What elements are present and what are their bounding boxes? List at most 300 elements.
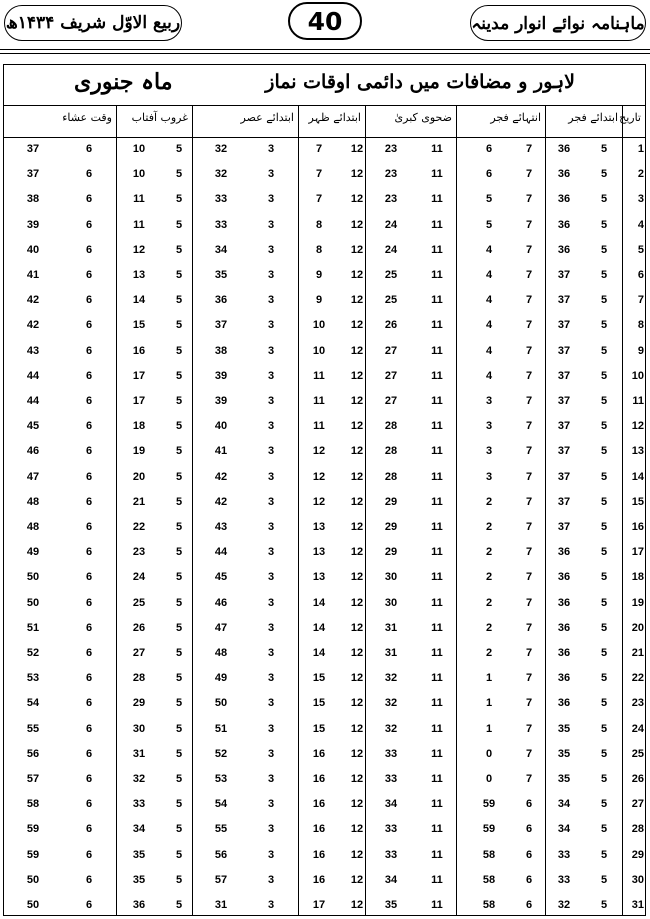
table-cell: 20 (132, 470, 146, 483)
table-cell: 7 (525, 521, 533, 533)
table-cell: 6 (85, 495, 93, 508)
table-cell: 5 (600, 697, 608, 710)
table-cell: 6 (525, 899, 533, 911)
table-cell: 6 (85, 269, 93, 281)
table-cell: 6 (85, 672, 93, 685)
table-cell: 37 (557, 369, 571, 382)
table-cell: 5 (175, 546, 183, 559)
table-row (4, 717, 645, 742)
table-cell: 5 (175, 899, 183, 911)
table-cell: 6 (637, 269, 644, 281)
table-cell: 41 (214, 445, 228, 458)
table-cell: 11 (431, 747, 443, 760)
table-cell: 12 (350, 873, 364, 886)
table-cell: 11 (431, 218, 443, 231)
table-cell: 4 (485, 294, 493, 307)
table-cell: 25 (384, 294, 398, 307)
table-cell: 51 (214, 722, 228, 735)
table-row (4, 565, 645, 590)
table-cell: 6 (85, 243, 93, 256)
table-cell: 12 (350, 722, 364, 735)
table-cell: 6 (85, 773, 93, 785)
table-cell: 7 (525, 773, 533, 785)
table-cell: 7 (525, 672, 533, 685)
table-cell: 11 (431, 445, 443, 458)
table-cell: 6 (85, 747, 93, 760)
col-zahwa-kubra: ضحوی کبریٰ (394, 111, 452, 124)
table-cell: 3 (267, 672, 275, 685)
table-cell: 37 (26, 143, 40, 155)
table-cell: 45 (26, 420, 40, 433)
table-cell: 54 (26, 697, 40, 710)
table-cell: 3 (267, 420, 275, 433)
table-cell: 32 (214, 168, 228, 181)
table-cell: 6 (85, 722, 93, 735)
table-cell: 11 (431, 470, 443, 483)
table-cell: 7 (525, 571, 533, 584)
table-cell: 55 (26, 722, 40, 735)
table-cell: 5 (600, 420, 608, 433)
table-cell: 10 (132, 143, 146, 155)
table-cell: 8 (637, 319, 644, 332)
table-cell: 5 (175, 294, 183, 307)
table-cell: 11 (431, 873, 443, 886)
table-row (4, 540, 645, 565)
table-cell: 57 (214, 873, 228, 886)
table-cell: 3 (267, 495, 275, 508)
magazine-title-pill: ماہنامہ نوائے انوار مدینہ (470, 5, 646, 41)
table-cell: 35 (557, 773, 571, 785)
issue-date-pill: ربیع الاوّل شریف ۱۴۳۴ھ (4, 5, 182, 41)
table-cell: 3 (485, 470, 493, 483)
table-cell: 11 (431, 697, 443, 710)
table-cell: 5 (175, 369, 183, 382)
table-cell: 54 (214, 798, 228, 811)
table-cell: 2 (637, 168, 644, 181)
table-cell: 5 (600, 495, 608, 508)
table-cell: 42 (26, 319, 40, 332)
table-cell: 5 (175, 773, 183, 785)
table-cell: 37 (557, 395, 571, 407)
column-header-row (4, 105, 645, 138)
table-row (4, 641, 645, 666)
table-cell: 7 (525, 395, 533, 407)
table-cell: 14 (132, 294, 146, 307)
table-cell: 4 (485, 269, 493, 281)
table-cell: 3 (485, 445, 493, 458)
table-cell: 32 (384, 722, 398, 735)
table-cell: 11 (632, 395, 644, 407)
table-cell: 32 (557, 899, 571, 911)
table-row (4, 313, 645, 338)
table-row (4, 742, 645, 767)
table-cell: 12 (350, 243, 364, 256)
table-cell: 13 (631, 445, 644, 458)
table-cell: 59 (26, 823, 40, 836)
table-cell: 6 (85, 546, 93, 559)
table-cell: 37 (557, 344, 571, 357)
table-row (4, 767, 645, 792)
table-cell: 6 (525, 823, 533, 836)
table-cell: 27 (384, 369, 398, 382)
table-row (4, 691, 645, 716)
table-cell: 6 (525, 798, 533, 811)
table-row (4, 616, 645, 641)
table-cell: 11 (431, 596, 443, 609)
table-cell: 22 (631, 672, 644, 685)
table-cell: 42 (214, 470, 228, 483)
table-cell: 33 (557, 848, 571, 861)
table-cell: 5 (175, 571, 183, 584)
table-cell: 5 (637, 243, 644, 256)
table-cell: 11 (431, 571, 443, 584)
table-cell: 5 (600, 344, 608, 357)
table-cell: 3 (267, 697, 275, 710)
table-cell: 12 (350, 647, 364, 659)
table-cell: 19 (132, 445, 146, 458)
table-cell: 7 (525, 243, 533, 256)
table-cell: 11 (431, 899, 443, 911)
table-row (4, 213, 645, 238)
table-cell: 59 (482, 823, 496, 836)
table-cell: 50 (26, 596, 40, 609)
table-cell: 31 (214, 899, 228, 911)
table-cell: 12 (350, 546, 364, 559)
table-cell: 12 (350, 521, 364, 533)
table-cell: 5 (175, 596, 183, 609)
table-cell: 5 (175, 747, 183, 760)
table-cell: 11 (431, 243, 443, 256)
table-cell: 56 (214, 848, 228, 861)
table-cell: 5 (600, 294, 608, 307)
table-row (4, 288, 645, 313)
table-cell: 59 (482, 798, 496, 811)
table-cell: 41 (26, 269, 40, 281)
table-cell: 16 (312, 798, 326, 811)
table-cell: 13 (312, 546, 326, 559)
table-cell: 12 (350, 445, 364, 458)
table-cell: 32 (132, 773, 146, 785)
table-cell: 2 (485, 521, 493, 533)
table-cell: 27 (384, 344, 398, 357)
table-cell: 5 (600, 521, 608, 533)
table-cell: 5 (600, 848, 608, 861)
table-cell: 6 (525, 873, 533, 886)
table-cell: 49 (26, 546, 40, 559)
table-cell: 3 (267, 546, 275, 559)
table-cell: 11 (431, 420, 443, 433)
table-cell: 26 (132, 621, 146, 634)
table-cell: 16 (312, 773, 326, 785)
table-cell: 5 (175, 319, 183, 332)
table-cell: 34 (132, 823, 146, 836)
table-cell: 52 (214, 747, 228, 760)
table-cell: 36 (557, 697, 571, 710)
table-cell: 4 (485, 369, 493, 382)
table-cell: 16 (312, 873, 326, 886)
table-cell: 6 (85, 470, 93, 483)
table-cell: 24 (384, 243, 398, 256)
table-cell: 7 (525, 218, 533, 231)
table-cell: 30 (384, 571, 398, 584)
table-cell: 7 (315, 143, 323, 155)
table-cell: 48 (214, 647, 228, 659)
table-cell: 3 (267, 621, 275, 634)
table-cell: 12 (350, 798, 364, 811)
table-cell: 36 (557, 168, 571, 181)
table-cell: 48 (26, 521, 40, 533)
table-cell: 5 (600, 823, 608, 836)
table-cell: 5 (600, 369, 608, 382)
table-cell: 37 (557, 269, 571, 281)
table-cell: 36 (557, 672, 571, 685)
table-cell: 6 (485, 143, 493, 155)
table-cell: 37 (557, 420, 571, 433)
table-cell: 11 (431, 848, 443, 861)
table-cell: 6 (85, 344, 93, 357)
table-cell: 12 (350, 848, 364, 861)
table-cell: 29 (631, 848, 644, 861)
table-cell: 6 (85, 369, 93, 382)
col-fajr-start: ابتدائے فجر (568, 111, 618, 124)
table-cell: 33 (384, 823, 398, 836)
table-cell: 3 (267, 193, 275, 206)
table-cell: 34 (557, 823, 571, 836)
table-cell: 13 (132, 269, 146, 281)
table-cell: 3 (267, 722, 275, 735)
table-cell: 28 (631, 823, 644, 836)
table-cell: 3 (267, 470, 275, 483)
table-cell: 14 (312, 647, 326, 659)
table-row (4, 666, 645, 691)
table-cell: 14 (312, 596, 326, 609)
table-cell: 3 (267, 344, 275, 357)
table-cell: 12 (350, 773, 364, 785)
table-cell: 2 (485, 546, 493, 559)
table-cell: 15 (631, 495, 644, 508)
table-cell: 9 (315, 294, 323, 307)
table-cell: 7 (525, 546, 533, 559)
col-date: تاریخ (619, 111, 641, 124)
table-cell: 37 (557, 470, 571, 483)
table-cell: 12 (350, 899, 364, 911)
table-cell: 47 (214, 621, 228, 634)
table-cell: 7 (525, 369, 533, 382)
table-cell: 37 (26, 168, 40, 181)
table-cell: 7 (525, 143, 533, 155)
table-cell: 5 (600, 445, 608, 458)
table-cell: 5 (175, 420, 183, 433)
table-cell: 12 (312, 445, 326, 458)
table-cell: 44 (26, 369, 40, 382)
table-cell: 1 (485, 697, 493, 710)
table-cell: 5 (175, 521, 183, 533)
table-cell: 7 (525, 269, 533, 281)
table-cell: 30 (132, 722, 146, 735)
table-cell: 5 (600, 269, 608, 281)
table-cell: 12 (350, 823, 364, 836)
table-cell: 7 (315, 168, 323, 181)
table-cell: 6 (85, 571, 93, 584)
table-cell: 20 (631, 621, 644, 634)
table-row (4, 389, 645, 414)
table-cell: 11 (431, 344, 443, 357)
table-cell: 5 (175, 672, 183, 685)
table-cell: 12 (132, 243, 146, 256)
table-cell: 3 (267, 445, 275, 458)
table-cell: 7 (525, 495, 533, 508)
table-cell: 12 (350, 697, 364, 710)
table-cell: 12 (350, 747, 364, 760)
table-cell: 11 (431, 798, 443, 811)
table-cell: 43 (26, 344, 40, 357)
table-cell: 6 (85, 319, 93, 332)
table-cell: 8 (315, 218, 323, 231)
table-cell: 11 (431, 294, 443, 307)
table-cell: 5 (600, 596, 608, 609)
table-cell: 3 (267, 294, 275, 307)
table-cell: 32 (384, 672, 398, 685)
table-cell: 16 (631, 521, 644, 533)
table-cell: 5 (175, 445, 183, 458)
table-cell: 12 (350, 420, 364, 433)
table-cell: 7 (315, 193, 323, 206)
table-row (4, 339, 645, 364)
table-cell: 5 (175, 697, 183, 710)
table-cell: 7 (525, 596, 533, 609)
table-row (4, 439, 645, 464)
table-cell: 15 (312, 697, 326, 710)
table-cell: 14 (631, 470, 644, 483)
table-cell: 53 (214, 773, 228, 785)
table-cell: 31 (384, 647, 398, 659)
table-cell: 11 (313, 420, 325, 433)
table-cell: 5 (175, 873, 183, 886)
table-cell: 5 (175, 495, 183, 508)
table-cell: 23 (384, 168, 398, 181)
table-cell: 11 (431, 319, 443, 332)
col-asr-start: ابتدائے عصر (240, 111, 294, 124)
table-cell: 5 (175, 269, 183, 281)
table-row (4, 364, 645, 389)
table-row (4, 187, 645, 212)
table-cell: 3 (267, 521, 275, 533)
table-cell: 6 (85, 193, 93, 206)
table-cell: 5 (600, 873, 608, 886)
table-row (4, 414, 645, 439)
table-cell: 2 (485, 647, 493, 659)
table-cell: 28 (384, 470, 398, 483)
table-cell: 12 (350, 344, 364, 357)
table-cell: 23 (384, 193, 398, 206)
table-cell: 21 (631, 647, 644, 659)
col-sunset: غروب آفتاب (131, 111, 188, 124)
table-cell: 7 (525, 319, 533, 332)
table-cell: 12 (350, 369, 364, 382)
table-cell: 39 (214, 395, 228, 407)
table-cell: 42 (214, 495, 228, 508)
table-cell: 35 (384, 899, 398, 911)
table-cell: 37 (557, 319, 571, 332)
table-cell: 34 (384, 873, 398, 886)
table-cell: 31 (384, 621, 398, 634)
table-cell: 3 (267, 143, 275, 155)
table-cell: 25 (384, 269, 398, 281)
table-cell: 27 (384, 395, 398, 407)
table-cell: 11 (431, 546, 443, 559)
header-rule-thin (0, 53, 650, 54)
table-cell: 3 (267, 823, 275, 836)
table-row (4, 137, 645, 162)
table-cell: 3 (267, 873, 275, 886)
table-cell: 12 (312, 470, 326, 483)
header-rule (0, 49, 650, 50)
table-cell: 38 (214, 344, 228, 357)
table-cell: 8 (315, 243, 323, 256)
table-cell: 32 (384, 697, 398, 710)
table-cell: 7 (525, 294, 533, 307)
table-cell: 16 (312, 848, 326, 861)
table-cell: 50 (214, 697, 228, 710)
table-cell: 1 (485, 672, 493, 685)
table-cell: 27 (631, 798, 644, 811)
table-cell: 3 (267, 773, 275, 785)
table-cell: 18 (132, 420, 146, 433)
table-cell: 5 (600, 546, 608, 559)
table-cell: 15 (132, 319, 146, 332)
table-cell: 7 (525, 722, 533, 735)
table-cell: 5 (175, 143, 183, 155)
table-cell: 6 (85, 521, 93, 533)
table-cell: 50 (26, 899, 40, 911)
table-cell: 0 (485, 773, 493, 785)
table-cell: 5 (600, 243, 608, 256)
col-isha: وقت عشاء (62, 111, 112, 124)
table-row (4, 263, 645, 288)
table-cell: 3 (267, 243, 275, 256)
table-cell: 33 (384, 773, 398, 785)
table-cell: 57 (26, 773, 40, 785)
table-cell: 13 (312, 571, 326, 584)
table-cell: 11 (431, 369, 443, 382)
table-cell: 11 (431, 773, 443, 785)
table-cell: 12 (350, 319, 364, 332)
table-cell: 5 (600, 747, 608, 760)
table-cell: 58 (26, 798, 40, 811)
table-cell: 7 (525, 647, 533, 659)
table-cell: 23 (132, 546, 146, 559)
col-fajr-end: انتہائے فجر (490, 111, 541, 124)
table-cell: 5 (600, 193, 608, 206)
table-cell: 3 (485, 395, 493, 407)
table-cell: 7 (525, 193, 533, 206)
table-cell: 49 (214, 672, 228, 685)
table-cell: 40 (214, 420, 228, 433)
table-cell: 37 (557, 521, 571, 533)
table-cell: 46 (214, 596, 228, 609)
table-cell: 3 (267, 747, 275, 760)
page-header (0, 0, 650, 56)
table-row (4, 868, 645, 893)
table-cell: 30 (384, 596, 398, 609)
table-cell: 36 (557, 546, 571, 559)
table-cell: 3 (267, 218, 275, 231)
table-cell: 40 (26, 243, 40, 256)
table-cell: 50 (26, 873, 40, 886)
table-cell: 29 (384, 521, 398, 533)
table-cell: 5 (175, 344, 183, 357)
table-cell: 19 (631, 596, 644, 609)
